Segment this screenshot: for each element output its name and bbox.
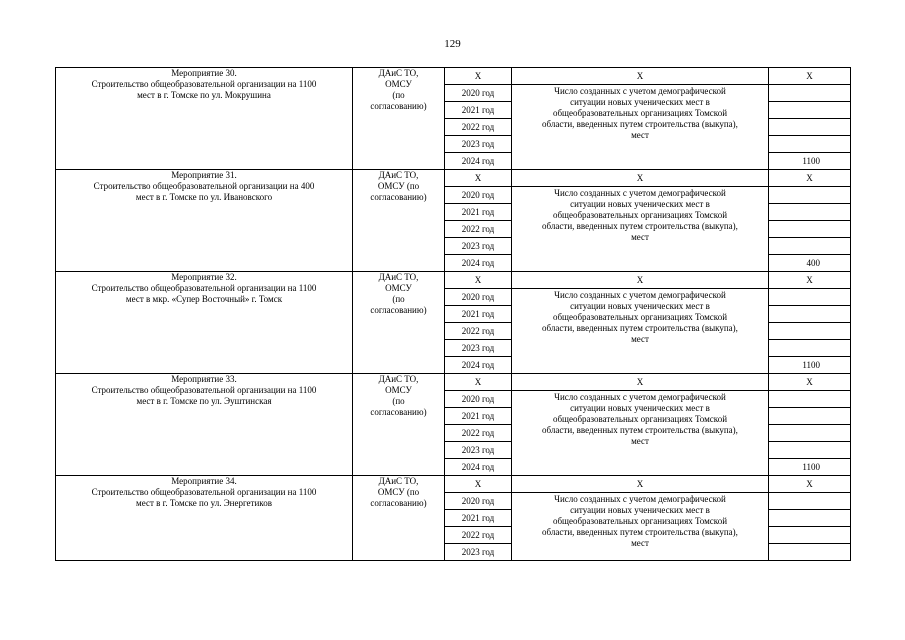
measure-name-cell <box>56 476 353 561</box>
indicator-line: общеобразовательных организациях Томской <box>552 414 728 424</box>
year-cell: 2023 год <box>445 340 512 357</box>
year-cell: 2023 год <box>445 544 512 561</box>
indicator-x-cell: X <box>512 374 769 391</box>
year-x-cell: X <box>445 272 512 289</box>
executor-line: ДАиС ТО, <box>378 170 419 180</box>
indicator-line: Число созданных с учетом демографической <box>554 86 726 96</box>
indicator-line: ситуации новых ученических мест в <box>570 199 710 209</box>
measure-name-cell <box>56 374 353 476</box>
year-cell: 2020 год <box>445 493 512 510</box>
indicator-line: мест <box>631 232 649 242</box>
measure-name-line: мест в г. Томске по ул. Энергетиков <box>136 498 272 508</box>
executor-line: (по <box>392 294 405 304</box>
value-cell <box>769 204 851 221</box>
year-x-cell: X <box>445 476 512 493</box>
measure-row <box>56 374 851 391</box>
measure-name-line: мест в г. Томске по ул. Эуштинская <box>136 396 272 406</box>
indicator-line: области, введенных путем строительства (выкупа), <box>542 527 738 537</box>
measure-name-cell <box>56 272 353 374</box>
executor-line: ДАиС ТО, <box>378 68 419 78</box>
value-x-cell: X <box>769 272 851 289</box>
value-cell <box>769 323 851 340</box>
executor-cell <box>353 374 445 476</box>
value-cell <box>769 102 851 119</box>
indicator-line: мест <box>631 130 649 140</box>
year-cell: 2024 год <box>445 255 512 272</box>
executor-cell <box>353 272 445 374</box>
value-cell <box>769 136 851 153</box>
measure-name-cell <box>56 170 353 272</box>
measure-title: Мероприятие 33. <box>171 374 237 384</box>
executor-cell <box>353 68 445 170</box>
executor-line: ДАиС ТО, <box>378 374 419 384</box>
indicator-x-cell: X <box>512 170 769 187</box>
value-cell <box>769 391 851 408</box>
measure-title: Мероприятие 31. <box>171 170 237 180</box>
measure-row <box>56 476 851 493</box>
value-cell <box>769 544 851 561</box>
year-cell: 2020 год <box>445 187 512 204</box>
year-cell: 2021 год <box>445 306 512 323</box>
measure-name-line: мест в г. Томске по ул. Ивановского <box>135 192 273 202</box>
indicator-line: общеобразовательных организациях Томской <box>552 210 728 220</box>
measure-name-line: Строительство общеобразовательной организации на 1100 <box>91 487 317 497</box>
indicator-line: мест <box>631 538 649 548</box>
value-cell: 1100 <box>769 459 851 476</box>
indicator-cell <box>512 391 769 476</box>
indicator-line: Число созданных с учетом демографической <box>554 494 726 504</box>
value-cell <box>769 493 851 510</box>
value-x-cell: X <box>769 68 851 85</box>
indicator-line: области, введенных путем строительства (выкупа), <box>542 221 738 231</box>
value-cell <box>769 238 851 255</box>
indicator-x-cell: X <box>512 272 769 289</box>
year-x-cell: X <box>445 68 512 85</box>
year-cell: 2021 год <box>445 510 512 527</box>
value-cell: 1100 <box>769 153 851 170</box>
executor-line: согласованию) <box>370 407 427 417</box>
indicator-cell <box>512 187 769 272</box>
executor-line: (по <box>392 396 405 406</box>
measure-row <box>56 170 851 187</box>
indicator-line: ситуации новых ученических мест в <box>570 403 710 413</box>
executor-line: согласованию) <box>370 498 427 508</box>
executor-line: ДАиС ТО, <box>378 272 419 282</box>
year-cell: 2020 год <box>445 289 512 306</box>
indicator-cell <box>512 289 769 374</box>
measure-name-line: Строительство общеобразовательной организации на 1100 <box>91 283 317 293</box>
executor-line: ОМСУ (по <box>377 181 420 191</box>
executor-line: ДАиС ТО, <box>378 476 419 486</box>
value-x-cell: X <box>769 374 851 391</box>
indicator-line: ситуации новых ученических мест в <box>570 97 710 107</box>
value-cell <box>769 340 851 357</box>
year-cell: 2023 год <box>445 442 512 459</box>
executor-line: ОМСУ <box>385 283 412 293</box>
indicator-line: Число созданных с учетом демографической <box>554 392 726 402</box>
value-cell <box>769 306 851 323</box>
indicator-line: области, введенных путем строительства (выкупа), <box>542 323 738 333</box>
year-cell: 2024 год <box>445 153 512 170</box>
value-cell: 1100 <box>769 357 851 374</box>
executor-line: ОМСУ <box>385 385 412 395</box>
measure-title: Мероприятие 30. <box>171 68 237 78</box>
executor-cell <box>353 170 445 272</box>
indicator-x-cell: X <box>512 68 769 85</box>
measure-title: Мероприятие 32. <box>171 272 237 282</box>
year-cell: 2022 год <box>445 323 512 340</box>
value-cell: 400 <box>769 255 851 272</box>
measure-title: Мероприятие 34. <box>171 476 237 486</box>
measure-name-line: Строительство общеобразовательной организации на 400 <box>93 181 315 191</box>
year-cell: 2021 год <box>445 204 512 221</box>
executor-line: согласованию) <box>370 192 427 202</box>
value-cell <box>769 442 851 459</box>
indicator-line: области, введенных путем строительства (выкупа), <box>542 119 738 129</box>
measure-name-line: Строительство общеобразовательной организации на 1100 <box>91 79 317 89</box>
measure-name-cell <box>56 68 353 170</box>
executor-line: (по <box>392 90 405 100</box>
indicator-line: общеобразовательных организациях Томской <box>552 312 728 322</box>
year-cell: 2023 год <box>445 136 512 153</box>
indicator-cell <box>512 85 769 170</box>
indicator-line: Число созданных с учетом демографической <box>554 188 726 198</box>
indicator-line: Число созданных с учетом демографической <box>554 290 726 300</box>
value-cell <box>769 119 851 136</box>
value-cell <box>769 289 851 306</box>
year-cell: 2022 год <box>445 425 512 442</box>
year-x-cell: X <box>445 170 512 187</box>
value-x-cell: X <box>769 170 851 187</box>
executor-line: согласованию) <box>370 101 427 111</box>
value-x-cell: X <box>769 476 851 493</box>
year-cell: 2022 год <box>445 221 512 238</box>
indicator-x-cell: X <box>512 476 769 493</box>
executor-line: ОМСУ <box>385 79 412 89</box>
value-cell <box>769 510 851 527</box>
year-x-cell: X <box>445 374 512 391</box>
indicator-line: мест <box>631 436 649 446</box>
value-cell <box>769 527 851 544</box>
indicator-line: области, введенных путем строительства (выкупа), <box>542 425 738 435</box>
value-cell <box>769 187 851 204</box>
indicator-line: общеобразовательных организациях Томской <box>552 108 728 118</box>
indicator-line: общеобразовательных организациях Томской <box>552 516 728 526</box>
year-cell: 2020 год <box>445 85 512 102</box>
measure-row <box>56 272 851 289</box>
executor-line: согласованию) <box>370 305 427 315</box>
page-number: 129 <box>444 38 461 50</box>
value-cell <box>769 85 851 102</box>
measure-name-line: Строительство общеобразовательной организации на 1100 <box>91 385 317 395</box>
measure-name-line: мест в г. Томске по ул. Мокрушина <box>137 90 271 100</box>
year-cell: 2021 год <box>445 102 512 119</box>
executor-line: ОМСУ (по <box>377 487 420 497</box>
year-cell: 2024 год <box>445 459 512 476</box>
year-cell: 2023 год <box>445 238 512 255</box>
indicator-line: мест <box>631 334 649 344</box>
executor-cell <box>353 476 445 561</box>
year-cell: 2022 год <box>445 527 512 544</box>
year-cell: 2020 год <box>445 391 512 408</box>
measure-row <box>56 68 851 85</box>
year-cell: 2024 год <box>445 357 512 374</box>
measures-table-body <box>56 68 851 561</box>
measures-table <box>55 67 851 561</box>
value-cell <box>769 425 851 442</box>
value-cell <box>769 221 851 238</box>
indicator-line: ситуации новых ученических мест в <box>570 301 710 311</box>
year-cell: 2021 год <box>445 408 512 425</box>
indicator-cell <box>512 493 769 561</box>
value-cell <box>769 408 851 425</box>
year-cell: 2022 год <box>445 119 512 136</box>
indicator-line: ситуации новых ученических мест в <box>570 505 710 515</box>
measure-name-line: мест в мкр. «Супер Восточный» г. Томск <box>125 294 283 304</box>
